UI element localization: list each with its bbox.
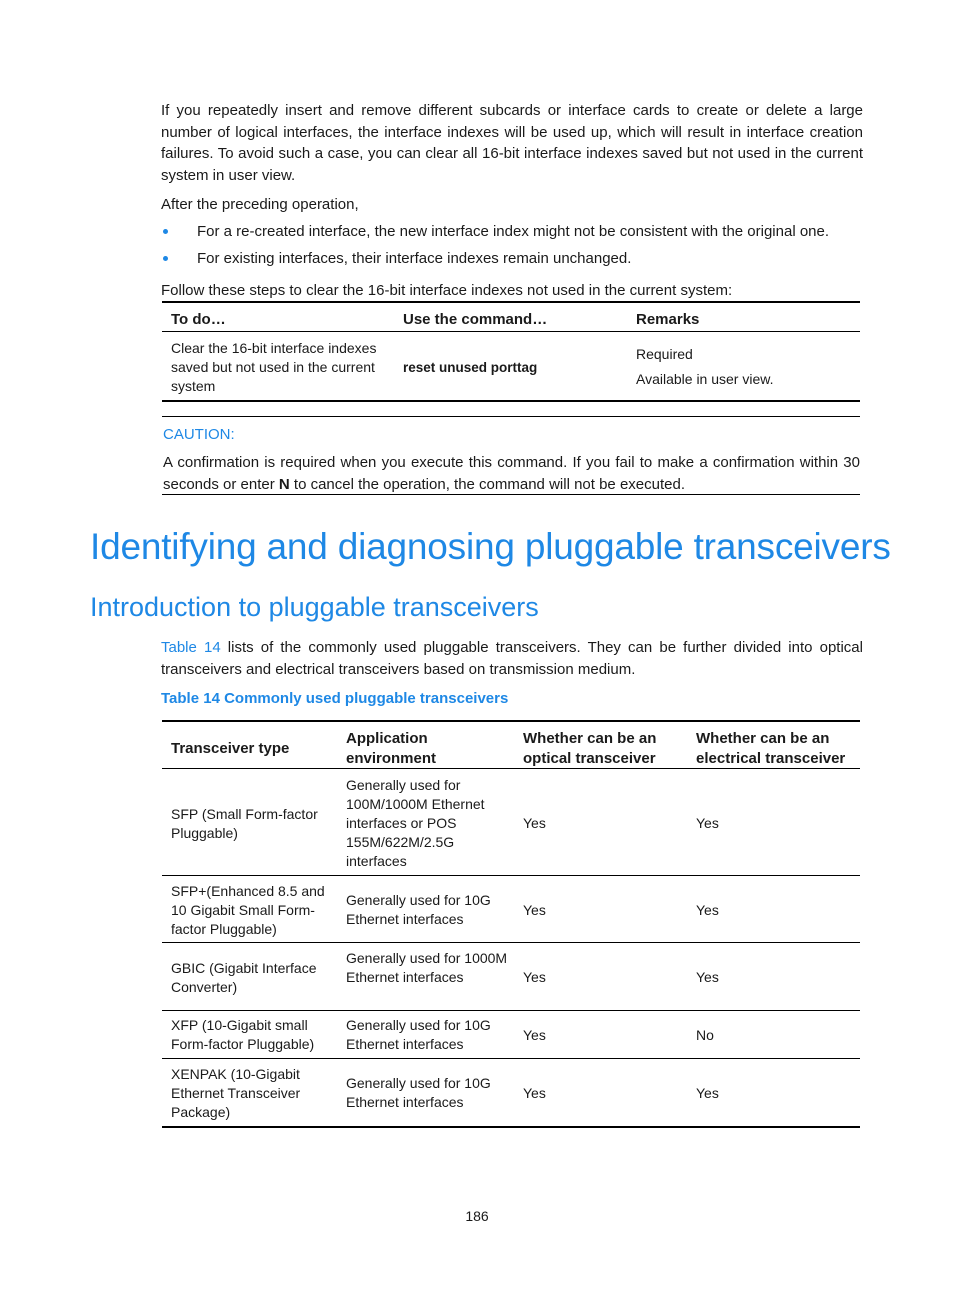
table-row-optical: Yes xyxy=(523,815,546,831)
caution-text-part: A confirmation is required when you execute this command. If you fail to make a confirmation within 30 seconds or enter xyxy=(163,454,860,493)
table-row-electrical: Yes xyxy=(696,969,719,985)
table-14-link[interactable]: Table 14 xyxy=(161,639,221,656)
section-paragraph xyxy=(161,637,863,680)
command-table-header-command: Use the command… xyxy=(403,311,548,328)
table-row-electrical: No xyxy=(696,1027,714,1043)
table-row-divider xyxy=(162,1058,860,1059)
table-row-optical: Yes xyxy=(523,902,546,918)
command-table-remark-required: Required xyxy=(636,346,693,362)
table-row-env: Generally used for 10G Ethernet interfaces xyxy=(346,1017,491,1052)
bullet-icon xyxy=(163,229,168,234)
table-row-electrical: Yes xyxy=(696,902,719,918)
table-row-electrical: Yes xyxy=(696,1085,719,1101)
table-top-rule xyxy=(162,301,860,303)
command-table-remark-view: Available in user view. xyxy=(636,371,774,387)
bullet-text: For existing interfaces, their interface indexes remain unchanged. xyxy=(197,250,632,267)
table-row-divider xyxy=(162,875,860,876)
table14-header-type: Transceiver type xyxy=(171,740,290,757)
section-paragraph-text: lists of the commonly used pluggable transceivers. They can be further divided into optical transceivers and electrical transceivers based on transmission medium. xyxy=(161,639,863,678)
table14-header-rule xyxy=(162,768,860,769)
table-row-type: SFP+(Enhanced 8.5 and 10 Gigabit Small Form-factor Pluggable) xyxy=(171,883,325,937)
table-bottom-rule xyxy=(162,400,860,402)
table-row-optical: Yes xyxy=(523,969,546,985)
command-table-header-todo: To do… xyxy=(171,311,226,328)
command-table-command: reset unused porttag xyxy=(403,360,538,375)
section-heading: Introduction to pluggable transceivers xyxy=(90,592,539,622)
table14-header-optical: Whether can be an optical transceiver xyxy=(523,730,657,767)
steps-intro: Follow these steps to clear the 16-bit interface indexes not used in the current system: xyxy=(161,282,733,299)
table-row-env: Generally used for 100M/1000M Ethernet interfaces or POS 155M/622M/2.5G interfaces xyxy=(346,777,485,869)
caution-top-rule xyxy=(162,416,860,417)
bullet-text: For a re-created interface, the new interface index might not be consistent with the original one. xyxy=(197,223,830,240)
table-row-type: XENPAK (10-Gigabit Ethernet Transceiver Package) xyxy=(171,1066,301,1120)
table-row-electrical: Yes xyxy=(696,815,719,831)
caution-text xyxy=(163,452,860,495)
page-number: 186 xyxy=(465,1208,489,1224)
table-caption: Table 14 Commonly used pluggable transceivers xyxy=(161,690,509,707)
table14-header-electrical: Whether can be an electrical transceiver xyxy=(696,730,846,767)
table-row-env: Generally used for 10G Ethernet interfaces xyxy=(346,892,491,927)
table-row-optical: Yes xyxy=(523,1027,546,1043)
table-row-type: SFP (Small Form-factor Pluggable) xyxy=(171,806,318,841)
table-row-optical: Yes xyxy=(523,1085,546,1101)
command-table-header-remarks: Remarks xyxy=(636,311,700,328)
table-header-rule xyxy=(162,331,860,332)
caution-bold-key: N xyxy=(278,475,290,493)
table-row-env: Generally used for 10G Ethernet interfaces xyxy=(346,1075,491,1110)
table14-top-rule xyxy=(162,720,860,722)
table-row-type: XFP (10-Gigabit small Form-factor Pluggable) xyxy=(171,1017,315,1052)
caution-bottom-rule xyxy=(162,494,860,495)
table-row-type: GBIC (Gigabit Interface Converter) xyxy=(171,960,317,995)
table14-bottom-rule xyxy=(162,1126,860,1128)
bullet-icon xyxy=(163,256,168,261)
command-table-todo: Clear the 16-bit interface indexes saved but not used in the current system xyxy=(171,340,377,394)
intro-paragraph: If you repeatedly insert and remove different subcards or interface cards to create or delete a large number of logical interfaces, the interface indexes will be used up, which will result in interface creation failures. To avoid such a case, you can clear all 16-bit interface indexes saved but not used in the current system in user view. xyxy=(161,102,863,184)
table-row-env: Generally used for 1000M Ethernet interfaces xyxy=(346,950,508,985)
table14-header-env: Application environment xyxy=(346,730,437,767)
chapter-heading: Identifying and diagnosing pluggable transceivers xyxy=(90,526,891,567)
caution-label: CAUTION: xyxy=(163,426,235,443)
after-paragraph: After the preceding operation, xyxy=(161,196,359,213)
caution-text-part: to cancel the operation, the command will not be executed. xyxy=(289,475,685,493)
table-row-divider xyxy=(162,1010,860,1011)
table-row-divider xyxy=(162,942,860,943)
